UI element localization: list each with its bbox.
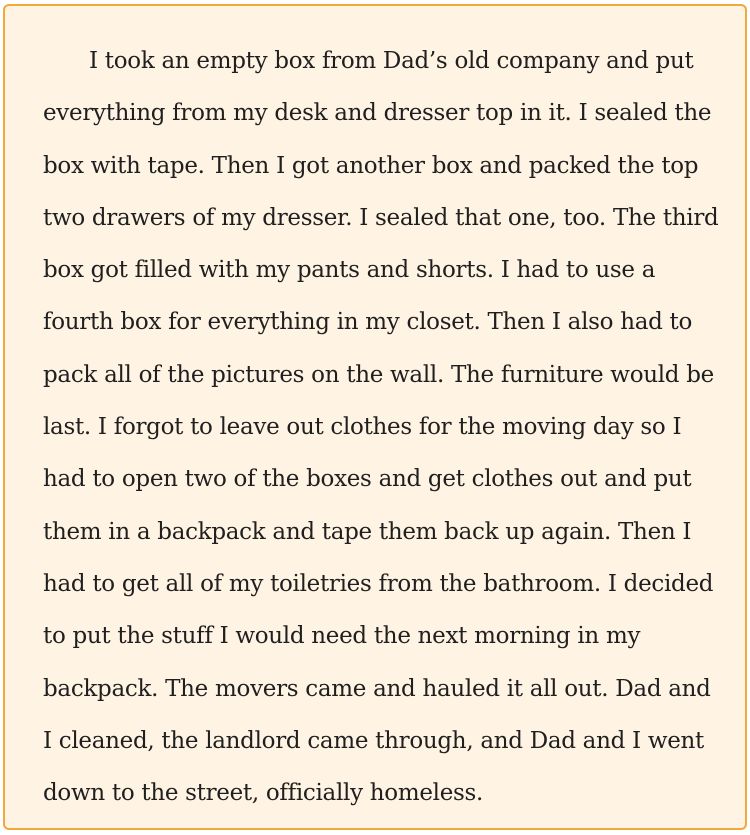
- passage-paragraph: I took an empty box from Dad’s old company and put everything from my desk and dresser top in it. I sealed the box with tape. Then I got another box and packed the top two drawers of my dresser. I sealed that one, too. The third box got filled with my pants and shorts. I had to use a fourth box for everything in my closet. Then I also had to pack all of the pictures on the wall. The furniture would be last. I forgot to leave out clothes for the moving day so I had to open two of the boxes and get clothes out and put them in a backpack and tape them back up again. Then I had to get all of my toiletries from the bathroom. I decided to put the stuff I would need the next morning in my backpack. The movers came and hauled it all out. Dad and I cleaned, the landlord came through, and Dad and I went down to the street, officially homeless.: [43, 48, 719, 807]
- passage-box: [3, 4, 747, 830]
